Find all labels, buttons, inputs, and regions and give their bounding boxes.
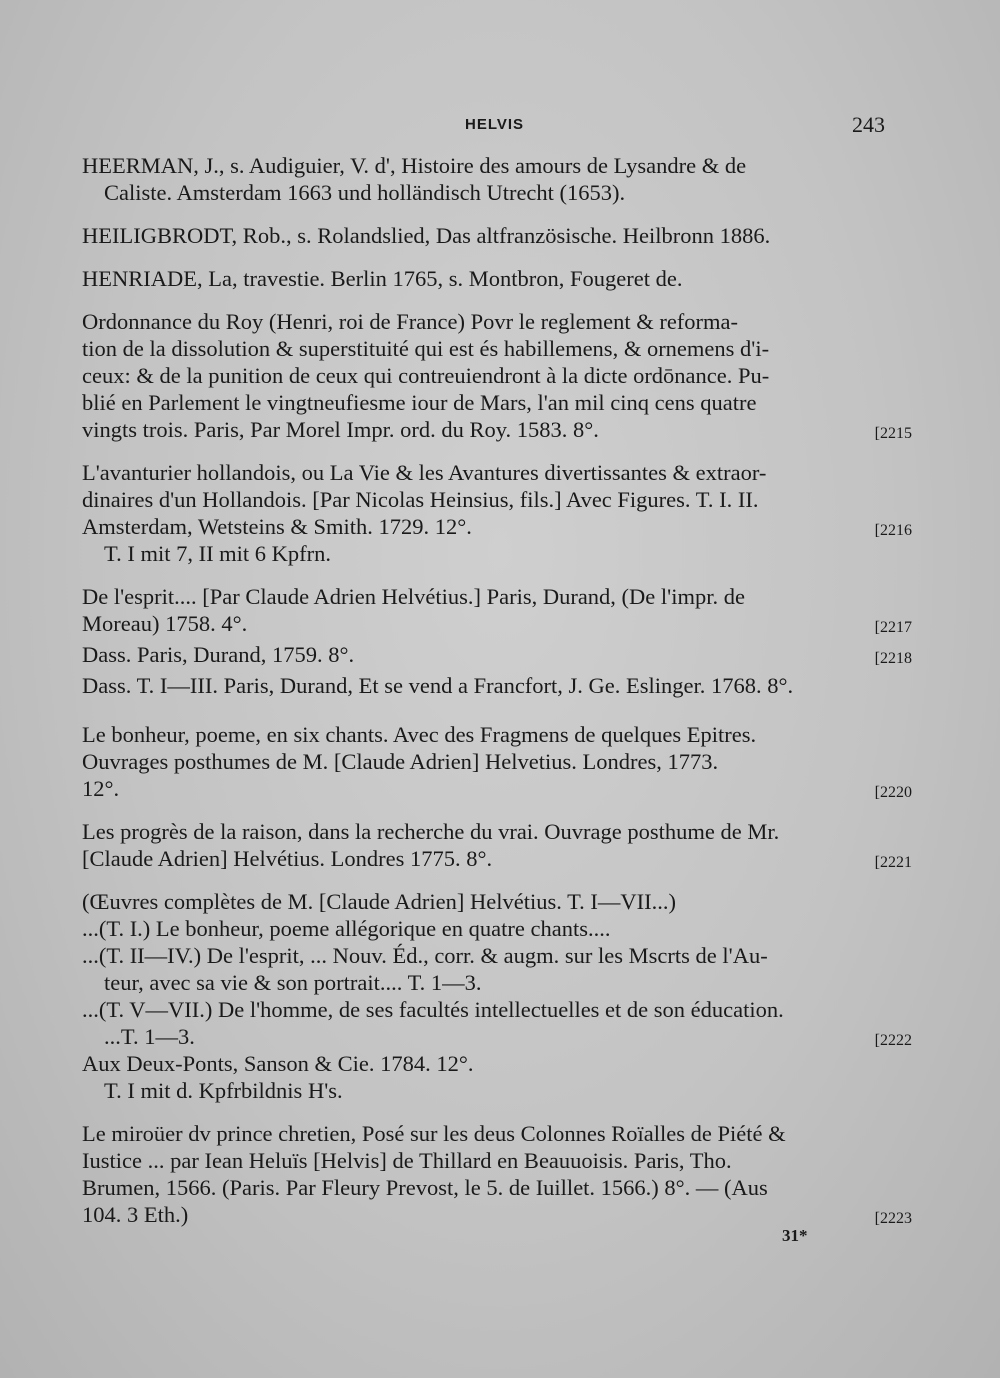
page-number: 243 bbox=[852, 112, 885, 137]
entry-line: Amsterdam, Wetsteins & Smith. 1729. 12°. bbox=[82, 514, 472, 539]
entry-heiligbrodt bbox=[82, 222, 912, 249]
entry-number: [2222 bbox=[874, 1032, 912, 1049]
entry-line: Dass. Paris, Durand, 1759. 8°. bbox=[82, 642, 355, 667]
entry-2216 bbox=[82, 459, 912, 567]
entry-line: Ouvrages posthumes de M. [Claude Adrien] Helvetius. Londres, 1773. bbox=[82, 749, 719, 774]
entry-2218 bbox=[82, 641, 912, 668]
entry-2223 bbox=[82, 1120, 912, 1228]
entry-number: [2221 bbox=[874, 854, 912, 871]
entry-line: Moreau) 1758. 4°. bbox=[82, 611, 248, 636]
entry-line: Iustice ... par Iean Heluïs [Helvis] de Thillard en Beauuoisis. Paris, Tho. bbox=[82, 1148, 732, 1173]
entry-note: T. I mit d. Kpfrbildnis H's. bbox=[104, 1078, 343, 1103]
entry-line: Le bonheur, poeme, en six chants. Avec des Fragmens de quelques Epitres. bbox=[82, 722, 757, 747]
entry-line: HEERMAN, J., s. Audiguier, V. d', Histoire des amours de Lysandre & de bbox=[82, 153, 747, 178]
entry-heerman bbox=[82, 152, 912, 206]
bibliography-entries bbox=[82, 152, 912, 1244]
entry-line: (Œuvres complètes de M. [Claude Adrien] Helvétius. T. I—VII...) bbox=[82, 889, 677, 914]
entry-line: HENRIADE, La, travestie. Berlin 1765, s. Montbron, Fougeret de. bbox=[82, 266, 683, 291]
entry-2221 bbox=[82, 818, 912, 872]
entry-number: [2215 bbox=[874, 425, 912, 442]
entry-2215 bbox=[82, 308, 912, 443]
entry-line: L'avanturier hollandois, ou La Vie & les Avantures divertissantes & extraor- bbox=[82, 460, 767, 485]
entry-line: De l'esprit.... [Par Claude Adrien Helvétius.] Paris, Durand, (De l'impr. de bbox=[82, 584, 745, 609]
entry-line: ...(T. II—IV.) De l'esprit, ... Nouv. Éd., corr. & augm. sur les Mscrts de l'Au- bbox=[82, 943, 768, 968]
entry-line: ceux: & de la punition de ceux qui contreuiendront à la dicte ordōnance. Pu- bbox=[82, 363, 770, 388]
entry-2220 bbox=[82, 721, 912, 802]
entry-line: teur, avec sa vie & son portrait.... T. 1—3. bbox=[104, 970, 482, 995]
running-head: HELVIS bbox=[465, 116, 525, 133]
entry-2217 bbox=[82, 583, 912, 637]
entry-line: 104. 3 Eth.) bbox=[82, 1202, 189, 1227]
entry-line: HEILIGBRODT, Rob., s. Rolandslied, Das altfranzösische. Heilbronn 1886. bbox=[82, 223, 771, 248]
entry-number: [2218 bbox=[874, 650, 912, 667]
entry-line: vingts trois. Paris, Par Morel Impr. ord. du Roy. 1583. 8°. bbox=[82, 417, 599, 442]
entry-line: ...T. 1—3. bbox=[104, 1024, 195, 1049]
signature-mark: 31* bbox=[782, 1226, 808, 1245]
entry-line: ...(T. I.) Le bonheur, poeme allégorique en quatre chants.... bbox=[82, 916, 611, 941]
entry-dass-1768 bbox=[82, 672, 912, 699]
entry-line: Brumen, 1566. (Paris. Par Fleury Prevost, le 5. de Iuillet. 1566.) 8°. — (Aus bbox=[82, 1175, 768, 1200]
entry-number: [2216 bbox=[874, 522, 912, 539]
entry-line: Aux Deux-Ponts, Sanson & Cie. 1784. 12°. bbox=[82, 1051, 474, 1076]
entry-line: [Claude Adrien] Helvétius. Londres 1775. 8°. bbox=[82, 846, 493, 871]
entry-line: Ordonnance du Roy (Henri, roi de France) Povr le reglement & reforma- bbox=[82, 309, 739, 334]
entry-line: Le miroüer dv prince chretien, Posé sur les deus Colonnes Roïalles de Piété & bbox=[82, 1121, 786, 1146]
entry-line: Caliste. Amsterdam 1663 und holländisch Utrecht (1653). bbox=[104, 180, 626, 205]
entry-line: Dass. T. I—III. Paris, Durand, Et se vend a Francfort, J. Ge. Eslinger. 1768. 8°. bbox=[82, 673, 794, 698]
entry-henriade bbox=[82, 265, 912, 292]
entry-line: 12°. bbox=[82, 776, 120, 801]
entry-number: [2217 bbox=[874, 619, 912, 636]
page-header bbox=[0, 112, 1000, 142]
entry-line: ...(T. V—VII.) De l'homme, de ses facultés intellectuelles et de son éducation. bbox=[82, 997, 784, 1022]
entry-line: blié en Parlement le vingtneufiesme iour de Mars, l'an mil cinq cens quatre bbox=[82, 390, 757, 415]
entry-number: [2223 bbox=[874, 1210, 912, 1227]
entry-line: Les progrès de la raison, dans la recherche du vrai. Ouvrage posthume de Mr. bbox=[82, 819, 780, 844]
entry-note: T. I mit 7, II mit 6 Kpfrn. bbox=[104, 541, 332, 566]
entry-line: dinaires d'un Hollandois. [Par Nicolas Heinsius, fils.] Avec Figures. T. I. II. bbox=[82, 487, 759, 512]
entry-2222 bbox=[82, 888, 912, 1104]
entry-line: tion de la dissolution & superstituité qui est és habillemens, & ornemens d'i- bbox=[82, 336, 770, 361]
entry-number: [2220 bbox=[874, 784, 912, 801]
